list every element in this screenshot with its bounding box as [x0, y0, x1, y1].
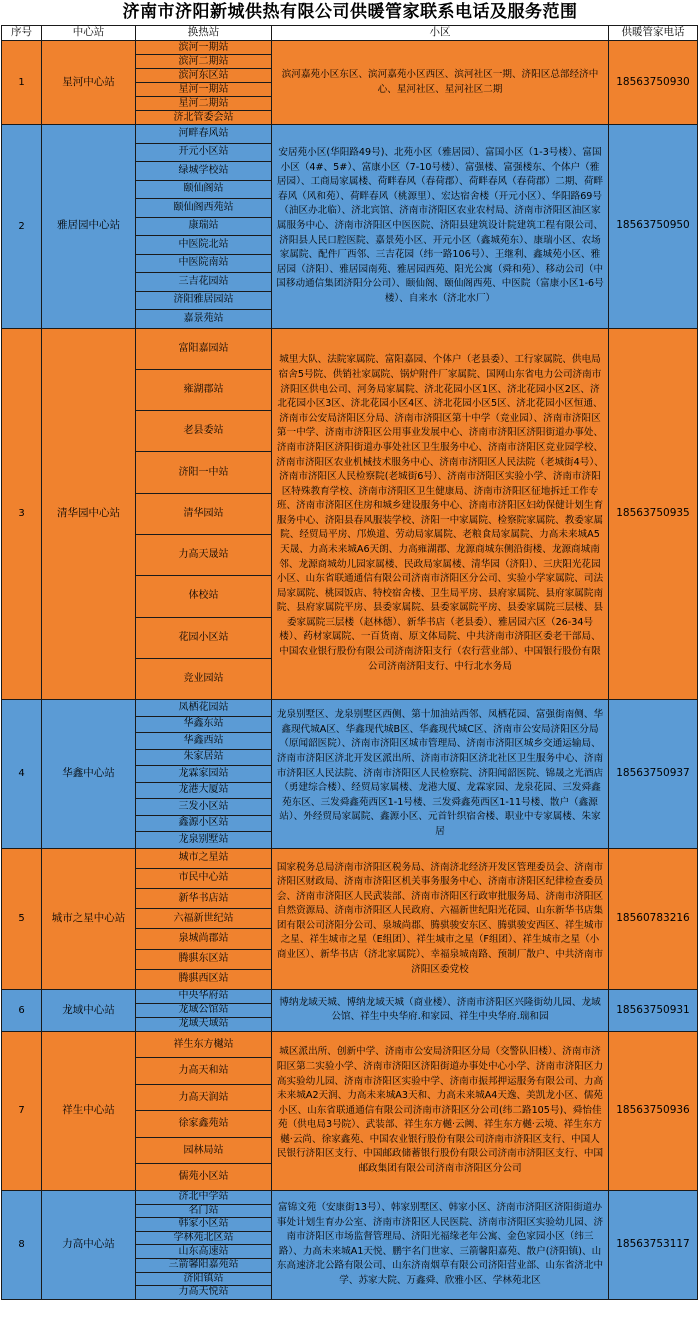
header-phone: 供暖管家电话	[609, 26, 698, 41]
heat-station-name: 力高天和站	[136, 1058, 272, 1085]
center-station-name: 清华园中心站	[42, 328, 136, 700]
table-body	[2, 41, 698, 1300]
row-index: 4	[2, 700, 42, 849]
heat-station-name: 力高天悦站	[136, 1286, 272, 1300]
heat-station-name: 中央华府站	[136, 989, 272, 1003]
heat-station-name: 山东高速站	[136, 1245, 272, 1259]
heat-station-name: 星河一期站	[136, 83, 272, 97]
heat-station-name: 腾骐西区站	[136, 969, 272, 989]
heat-station-name: 祥生东方樾站	[136, 1031, 272, 1058]
header-station: 换热站	[136, 26, 272, 41]
heat-station-name: 济北中学站	[136, 1190, 272, 1204]
heat-station-name: 华鑫西站	[136, 733, 272, 750]
heat-station-name: 滨河一期站	[136, 41, 272, 55]
heat-station-name: 老县委站	[136, 411, 272, 452]
heat-station-name: 花园小区站	[136, 617, 272, 658]
heat-station-name: 龙港大厦站	[136, 782, 272, 799]
table-row	[2, 848, 698, 868]
heat-station-name: 腾骐东区站	[136, 949, 272, 969]
table-row	[2, 700, 698, 717]
heat-station-name: 滨河东区站	[136, 69, 272, 83]
heat-station-name: 学林苑北区站	[136, 1231, 272, 1245]
center-station-name: 星河中心站	[42, 41, 136, 125]
service-area: 城里大队、法院家属院、富阳嘉园、个体户（老县委）、工行家属院、供电局宿舍5号院、供销社家属院、锅炉附件厂家属院、国网山东省电力公司济南市济阳区供电公司、河务局家属院、济北花园小区1区、济北花园小区2区、济北花园小区3区、济北花园小区4区、济北花园小区5区、济北花园小区恒通、济南市公安局济阳区分局、济南市济阳区第十中学（竞业园）、济南市济阳区第一中学、济南市济阳区公用事业发展中心、济南市济阳区济阳街道办事处、济南市济阳区济阳街道办事处社区卫生服务中心、济南市济阳区竞业园学校、济南市济阳区农业机械技术服务中心、济南市济阳区人民法院（老城街4号）、济南市济阳区人民检察院(老城街6号）、济南市济阳区实验小学、济南市济阳区特殊教育学校、济南市济阳区卫生健康局、济南市济阳区征地拆迁工作专班、济南市济阳区住房和城乡建设服务中心、济南市济阳区妇幼保健计划生育服务中心、济阳县春风服装学校、济阳一中家属院、检察院家属院、教委家属院、经贸局平房、邝焕道、劳动局家属院、老粮食局家属院、力高未来城A5天晟、力高未来城A6天朗、力高雍湖郡、龙源商城东侧沿街楼、龙源商城南邻、龙源商城幼儿园家属楼、民政局家属楼、清华园（济阳）、三庆阳光花园小区、山东省联通通信有限公司济南市济阳区分公司、实验小学家属院、司法局家属院、桃园饭店、特校宿舍楼、卫生局平房、县府家属院、县府家属院南院、县府家属院平房、县委家属院、县委家属院平房、县委家属院三层楼、县委家属院三层楼（赵林德）、新华书店（老县委）、雅居园六区（26-34号楼）、药材家属院、一百货南、原文体局院、中共济南市济阳区委老干部局、中国农业银行股份有限公司济南济阳支行（农行营业部）、中国银行股份有限公司济南济阳支行、中行北水务局	[272, 328, 609, 700]
butler-phone: 18563750931	[609, 989, 698, 1031]
heat-station-name: 星河二期站	[136, 97, 272, 111]
heat-station-name: 六福新世纪站	[136, 909, 272, 929]
service-area: 安居苑小区(华阳路49号)、北苑小区（雅居园）、富国小区（1-3号楼）、富国小区（4#、5#）、富康小区（7-10号楼）、富强楼、富强楼东、个体户（雅居园）、工商局家属楼、荷畔春风（春荷郡）、荷畔春风（春荷郡）二期、荷畔春风（风和苑）、荷畔春风（桃源里）、宏达宿舍楼（开元小区）、华阳路69号（油区办北临）、济北宾馆、济南市济阳区农业农村局、济南市济阳区油区家属服务中心、济南市济阳区中医医院、济阳县建筑设计院建筑工程有限公司、济阳县人民口腔医院、嘉景苑小区、开元小区（鑫城苑东）、康瑞小区、农场家属院、配件厂西邻、三吉花园（纬一路106号）、王继利、鑫城苑小区、雅居园（济阳）、雅居园南苑、雅居园西苑、阳光公寓（舜和苑）、移动公司（中国移动通信集团济阳分公司）、颐仙阁、颐仙阁西苑、中医院（富康小区1-6号楼）、自来水（济北水厂）	[272, 125, 609, 329]
service-area: 富锦文苑（安康街13号）、韩家别墅区、韩家小区、济南市济阳区济阳街道办事处计划生育办公室、济南市济阳区人民医院、济南市济阳区实验幼儿园、济南市济阳区市场监督管理局、济阳光福缘老年公寓、金色家园小区（纬三路）、力高未来城A1天悦、鹏宇名门世家、三箭馨阳嘉苑、散户(济阳镇)、山东高速济北公路有限公司、山东济南烟草有限公司济阳营业部、山东省济北中学、苏家大院、万鑫舜、欣雅小区、学林苑北区	[272, 1190, 609, 1299]
heat-station-name: 龙泉别墅站	[136, 832, 272, 849]
heat-station-name: 雍湖郡站	[136, 369, 272, 410]
service-area: 博纳龙域天城、博纳龙域天城（商业楼）、济南市济阳区兴隆街幼儿园、龙域公馆、祥生中央华府.和家园、祥生中央华府.瑞和园	[272, 989, 609, 1031]
heat-station-name: 龙域公馆站	[136, 1003, 272, 1017]
service-area: 龙泉别墅区、龙泉别墅区西侧、第十加油站西邻、凤栖花园、富强街南侧、华鑫现代城A区、华鑫现代城B区、华鑫现代城C区、济南市公安局济阳区分局（原闻韶医院）、济南市济阳区城市管理局、济南市济阳区城乡交通运输局、济南市济阳区济北开发区派出所、济南市济阳区济北社区卫生服务中心、济南市济阳区人民法院、济南市济阳区人民检察院、济阳闻韶医院、锦晟之光酒店（勇建综合楼）、经贸局家属楼、龙港大厦、龙霖家园、龙泉花园、三发舜鑫苑东区、三发舜鑫苑西区1-1号楼、三发舜鑫苑西区1-11号楼、散户（鑫源站）、外经贸局家属院、鑫源小区、元首针织宿舍楼、职业中专家属楼、朱家居	[272, 700, 609, 849]
heat-station-name: 韩家小区站	[136, 1218, 272, 1232]
heat-station-name: 鑫源小区站	[136, 815, 272, 832]
heat-station-name: 清华园站	[136, 493, 272, 534]
heat-station-name: 河畔春风站	[136, 125, 272, 144]
heat-station-name: 绿城学校站	[136, 162, 272, 181]
heat-station-name: 名门站	[136, 1204, 272, 1218]
heat-station-name: 颐仙阁站	[136, 180, 272, 199]
heat-station-name: 三箭馨阳嘉苑站	[136, 1258, 272, 1272]
center-station-name: 祥生中心站	[42, 1031, 136, 1190]
heat-station-name: 三吉花园站	[136, 273, 272, 292]
heat-station-name: 康瑞站	[136, 217, 272, 236]
table-row	[2, 41, 698, 55]
heat-station-name: 开元小区站	[136, 143, 272, 162]
heat-station-name: 龙域天域站	[136, 1017, 272, 1031]
heat-station-name: 新华书店站	[136, 889, 272, 909]
center-station-name: 龙域中心站	[42, 989, 136, 1031]
heat-station-name: 儒苑小区站	[136, 1164, 272, 1191]
header-index: 序号	[2, 26, 42, 41]
heat-station-name: 济阳镇站	[136, 1272, 272, 1286]
heat-station-name: 竞业园站	[136, 658, 272, 699]
heat-station-name: 济阳雅居园站	[136, 291, 272, 310]
table-row	[2, 328, 698, 369]
header-center: 中心站	[42, 26, 136, 41]
heat-station-name: 华鑫东站	[136, 716, 272, 733]
heat-station-name: 滨河二期站	[136, 55, 272, 69]
heat-station-name: 富阳嘉园站	[136, 328, 272, 369]
row-index: 1	[2, 41, 42, 125]
table-row	[2, 1031, 698, 1058]
row-index: 2	[2, 125, 42, 329]
page-title: 济南市济阳新城供热有限公司供暖管家联系电话及服务范围	[122, 2, 578, 22]
heat-station-name: 济阳一中站	[136, 452, 272, 493]
table-row	[2, 125, 698, 144]
heat-station-name: 力高天润站	[136, 1084, 272, 1111]
heat-station-name: 城市之星站	[136, 848, 272, 868]
heat-station-name: 徐家鑫苑站	[136, 1111, 272, 1138]
heat-station-name: 龙霖家园站	[136, 766, 272, 783]
butler-phone: 18563753117	[609, 1190, 698, 1299]
heat-station-name: 体校站	[136, 576, 272, 617]
center-station-name: 力高中心站	[42, 1190, 136, 1299]
row-index: 5	[2, 848, 42, 989]
heat-station-name: 力高天晟站	[136, 534, 272, 575]
butler-phone: 18560783216	[609, 848, 698, 989]
butler-phone: 18563750935	[609, 328, 698, 700]
table-row	[2, 1190, 698, 1204]
center-station-name: 华鑫中心站	[42, 700, 136, 849]
heat-station-name: 园林局站	[136, 1137, 272, 1164]
row-index: 8	[2, 1190, 42, 1299]
row-index: 3	[2, 328, 42, 700]
heat-station-name: 中医院南站	[136, 254, 272, 273]
service-area: 滨河嘉苑小区东区、滨河嘉苑小区西区、滨河社区一期、济阳区总部经济中心、星河社区、星河社区二期	[272, 41, 609, 125]
center-station-name: 雅居园中心站	[42, 125, 136, 329]
heat-station-name: 济北管委会站	[136, 111, 272, 125]
heat-station-name: 朱家居站	[136, 749, 272, 766]
contact-table	[1, 25, 698, 1300]
header-area: 小区	[272, 26, 609, 41]
butler-phone: 18563750937	[609, 700, 698, 849]
butler-phone: 18563750936	[609, 1031, 698, 1190]
heat-station-name: 泉城尚郡站	[136, 929, 272, 949]
heat-station-name: 市民中心站	[136, 868, 272, 888]
row-index: 6	[2, 989, 42, 1031]
heat-station-name: 凤栖花园站	[136, 700, 272, 717]
center-station-name: 城市之星中心站	[42, 848, 136, 989]
heat-station-name: 三发小区站	[136, 799, 272, 816]
heat-station-name: 中医院北站	[136, 236, 272, 255]
butler-phone: 18563750930	[609, 41, 698, 125]
row-index: 7	[2, 1031, 42, 1190]
heat-station-name: 嘉景苑站	[136, 310, 272, 329]
butler-phone: 18563750950	[609, 125, 698, 329]
service-area: 城区派出所、创新中学、济南市公安局济阳区分局（交警队旧楼）、济南市济阳区第二实验小学、济南市济阳区济阳街道办事处中心小学、济南市济阳区力高实验幼儿园、济南市济阳区实验中学、济南市振邦押运服务有限公司、力高未来城A2天润、力高未来城A3天和、力高未来城A4天逸、美凯龙小区、儒苑小区、山东省联通通信有限公司济南市济阳区分公司(纬二路105号)、舜怡佳苑（供电局3号院）、武装部、祥生东方樾·云阙、祥生东方樾·云境、祥生东方樾·云尚、徐家鑫苑、中国农业银行股份有限公司济南市济阳区支行、中国人民银行济阳区支行、中国邮政储蓄银行股份有限公司济南市济阳区支行、中国邮政集团有限公司济南市济阳区分公司	[272, 1031, 609, 1190]
table-header-row	[2, 26, 698, 41]
heat-station-name: 颐仙阁西苑站	[136, 199, 272, 218]
table-row	[2, 989, 698, 1003]
service-area: 国家税务总局济南市济阳区税务局、济南济北经济开发区管理委员会、济南市济阳区财政局、济南市济阳区机关事务服务中心、济南市济阳区纪律检查委员会、济南市济阳区人民武装部、济南市济阳区行政审批服务局、济南市济阳区自然资源局、济南市济阳区人民政府、六福新世纪阳光花园、山东新华书店集团有限公司济阳分公司、泉城尚郡、腾骐骏安东区、腾骐骏安西区、祥生城市之星、祥生城市之星（E组团）、祥生城市之星（F组团）、祥生城市之星（小商业区）、新华书店（济北家属院）、幸福泉城南路、预制厂散户、中共济南市济阳区委党校	[272, 848, 609, 989]
